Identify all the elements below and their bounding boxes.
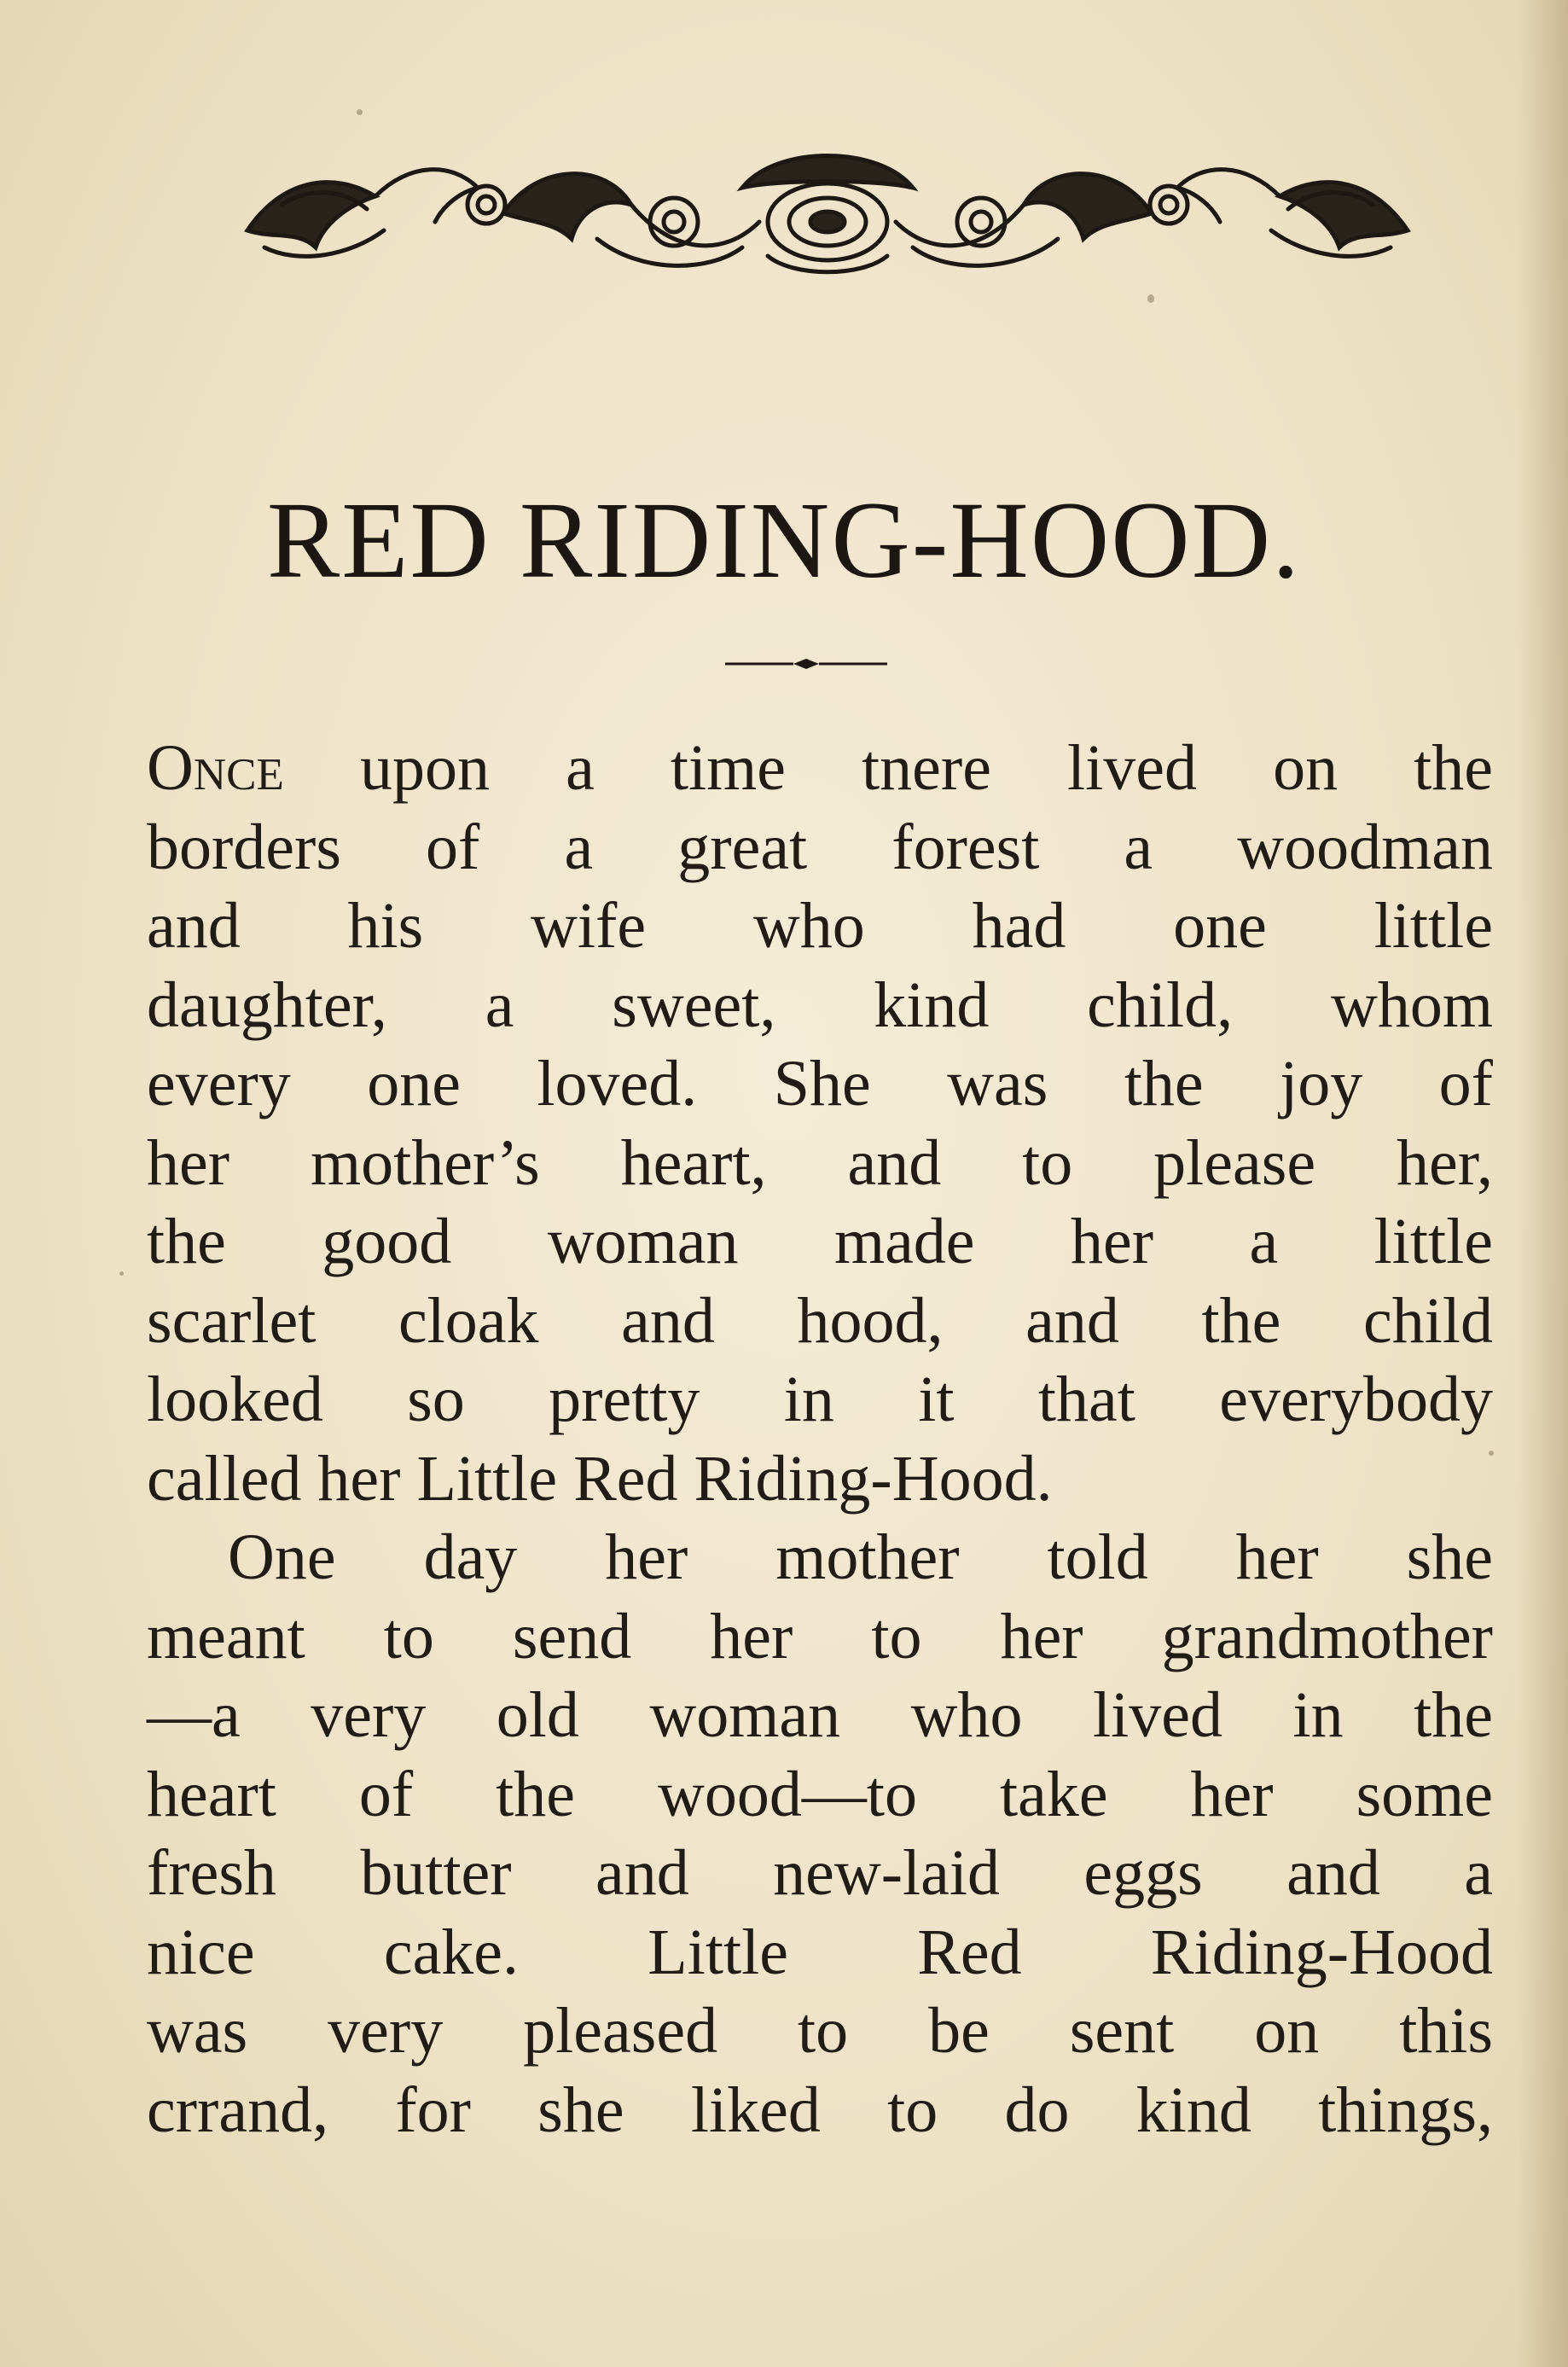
page-title: RED RIDING-HOOD.	[266, 480, 1302, 601]
text-line: heart of the wood—to take her some	[147, 1758, 1493, 1830]
text-line: nice cake. Little Red Riding-Hood	[147, 1916, 1493, 1988]
text-line: borders of a great forest a woodman	[147, 811, 1493, 883]
ornamental-headpiece-icon	[230, 128, 1425, 282]
paper-speck	[1489, 1451, 1494, 1456]
text-line: every one loved. She was the joy of	[147, 1048, 1493, 1120]
opening-word: Once	[147, 732, 284, 804]
text-line: and his wife who had one little	[147, 890, 1493, 962]
text-line: fresh butter and new-laid eggs and a	[147, 1837, 1493, 1909]
paper-speck	[119, 1271, 124, 1276]
text-line: the good woman made her a little	[147, 1206, 1493, 1277]
text-line: —a very old woman who lived in the	[147, 1679, 1493, 1751]
text-line: scarlet cloak and hood, and the child	[147, 1284, 1493, 1357]
text-line: Once upon a time tnere lived on the	[147, 732, 1494, 804]
text-line: daughter, a sweet, kind child, whom	[147, 968, 1493, 1041]
text-line: meant to send her to her grandmother	[147, 1600, 1493, 1672]
text-line: looked so pretty in it that everybody	[147, 1364, 1493, 1435]
text-line: her mother’s heart, and to please her,	[147, 1126, 1493, 1199]
story-text	[147, 729, 1493, 2149]
paper-speck	[1147, 294, 1154, 303]
text-line: called her Little Red Riding-Hood.	[147, 1442, 1053, 1515]
text-line: crrand, for she liked to do kind things,	[147, 2073, 1493, 2146]
paper-speck	[357, 109, 363, 115]
title-divider-icon	[725, 655, 887, 672]
page-edge-shadow	[1517, 0, 1568, 2367]
text-line: was very pleased to be sent on this	[147, 1995, 1493, 2067]
text-line: One day her mother told her she	[228, 1521, 1493, 1593]
